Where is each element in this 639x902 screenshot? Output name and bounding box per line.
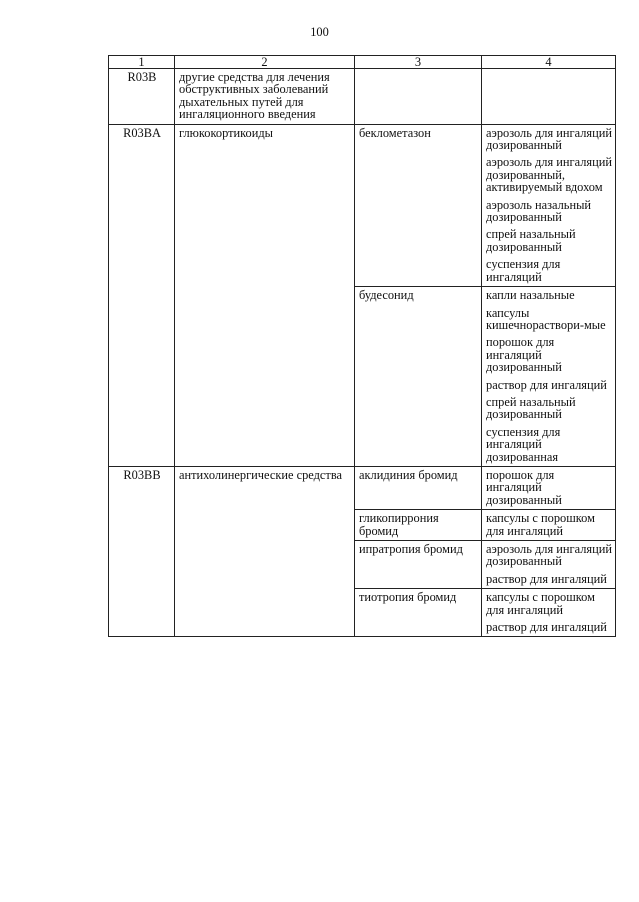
substance-cell: будесонид <box>355 287 482 467</box>
drug-table-body <box>109 56 616 637</box>
dosage-form-item: аэрозоль для ингаляций дозированный <box>486 125 613 153</box>
drug-table <box>108 55 616 637</box>
dosage-form-item: раствор для ингаляций <box>486 377 607 392</box>
dosage-form-cell <box>482 541 616 589</box>
dosage-form-item: аэрозоль для ингаляций дозированный, активируемый вдохом <box>486 155 613 195</box>
atc-code-cell: R03BA <box>109 124 175 466</box>
dosage-form-item: раствор для ингаляций <box>486 571 607 586</box>
dosage-form-item: суспензия для ингаляций дозированная <box>486 424 561 464</box>
group-name-cell: антихолинергические средства <box>175 466 355 636</box>
dosage-form-item: капсулы кишечнораствори-мые <box>486 305 606 332</box>
dosage-form-item: капли назальные <box>486 288 575 303</box>
dosage-form-cell <box>482 589 616 637</box>
dosage-form-item: спрей назальный дозированный <box>486 394 576 422</box>
table-row <box>109 124 616 286</box>
dosage-form-item: капсулы с порошком для ингаляций <box>486 511 595 538</box>
substance-cell: гликопиррония бромид <box>355 510 482 541</box>
substance-cell: аклидиния бромид <box>355 466 482 509</box>
dosage-form-item: спрей назальный дозированный <box>486 227 576 254</box>
dosage-form-cell <box>482 510 616 541</box>
substance-cell: тиотропия бромид <box>355 589 482 637</box>
dosage-form-cell <box>482 287 616 467</box>
dosage-form-item: порошок для ингаляций дозированный <box>486 335 562 375</box>
substance-cell: беклометазон <box>355 124 482 286</box>
substance-cell <box>355 69 482 125</box>
dosage-form-item: суспензия для ингаляций <box>486 257 561 284</box>
dosage-form-item: порошок для ингаляций дозированный <box>486 467 562 507</box>
dosage-form-cell <box>482 466 616 509</box>
substance-cell: ипратропия бромид <box>355 541 482 589</box>
column-header: 1 <box>109 56 175 69</box>
table-row <box>109 69 616 125</box>
dosage-form-cell <box>482 124 616 286</box>
column-header: 4 <box>482 56 616 69</box>
column-header: 3 <box>355 56 482 69</box>
column-header: 2 <box>175 56 355 69</box>
atc-code-cell: R03BB <box>109 466 175 636</box>
atc-code-cell: R03B <box>109 69 175 125</box>
page-number: 100 <box>310 25 329 39</box>
group-name-cell: другие средства для лечения обструктивных заболеваний дыхательных путей для ингаляционного введения <box>175 69 355 125</box>
dosage-form-item: капсулы с порошком для ингаляций <box>486 590 595 617</box>
table-header-row <box>109 56 616 69</box>
group-name-cell: глюкокортикоиды <box>175 124 355 466</box>
dosage-form-cell <box>482 69 616 125</box>
dosage-form-item: аэрозоль назальный дозированный <box>486 197 592 225</box>
table-row <box>109 466 616 509</box>
dosage-form-item: аэрозоль для ингаляций дозированный <box>486 542 613 569</box>
dosage-form-item: раствор для ингаляций <box>486 620 607 635</box>
